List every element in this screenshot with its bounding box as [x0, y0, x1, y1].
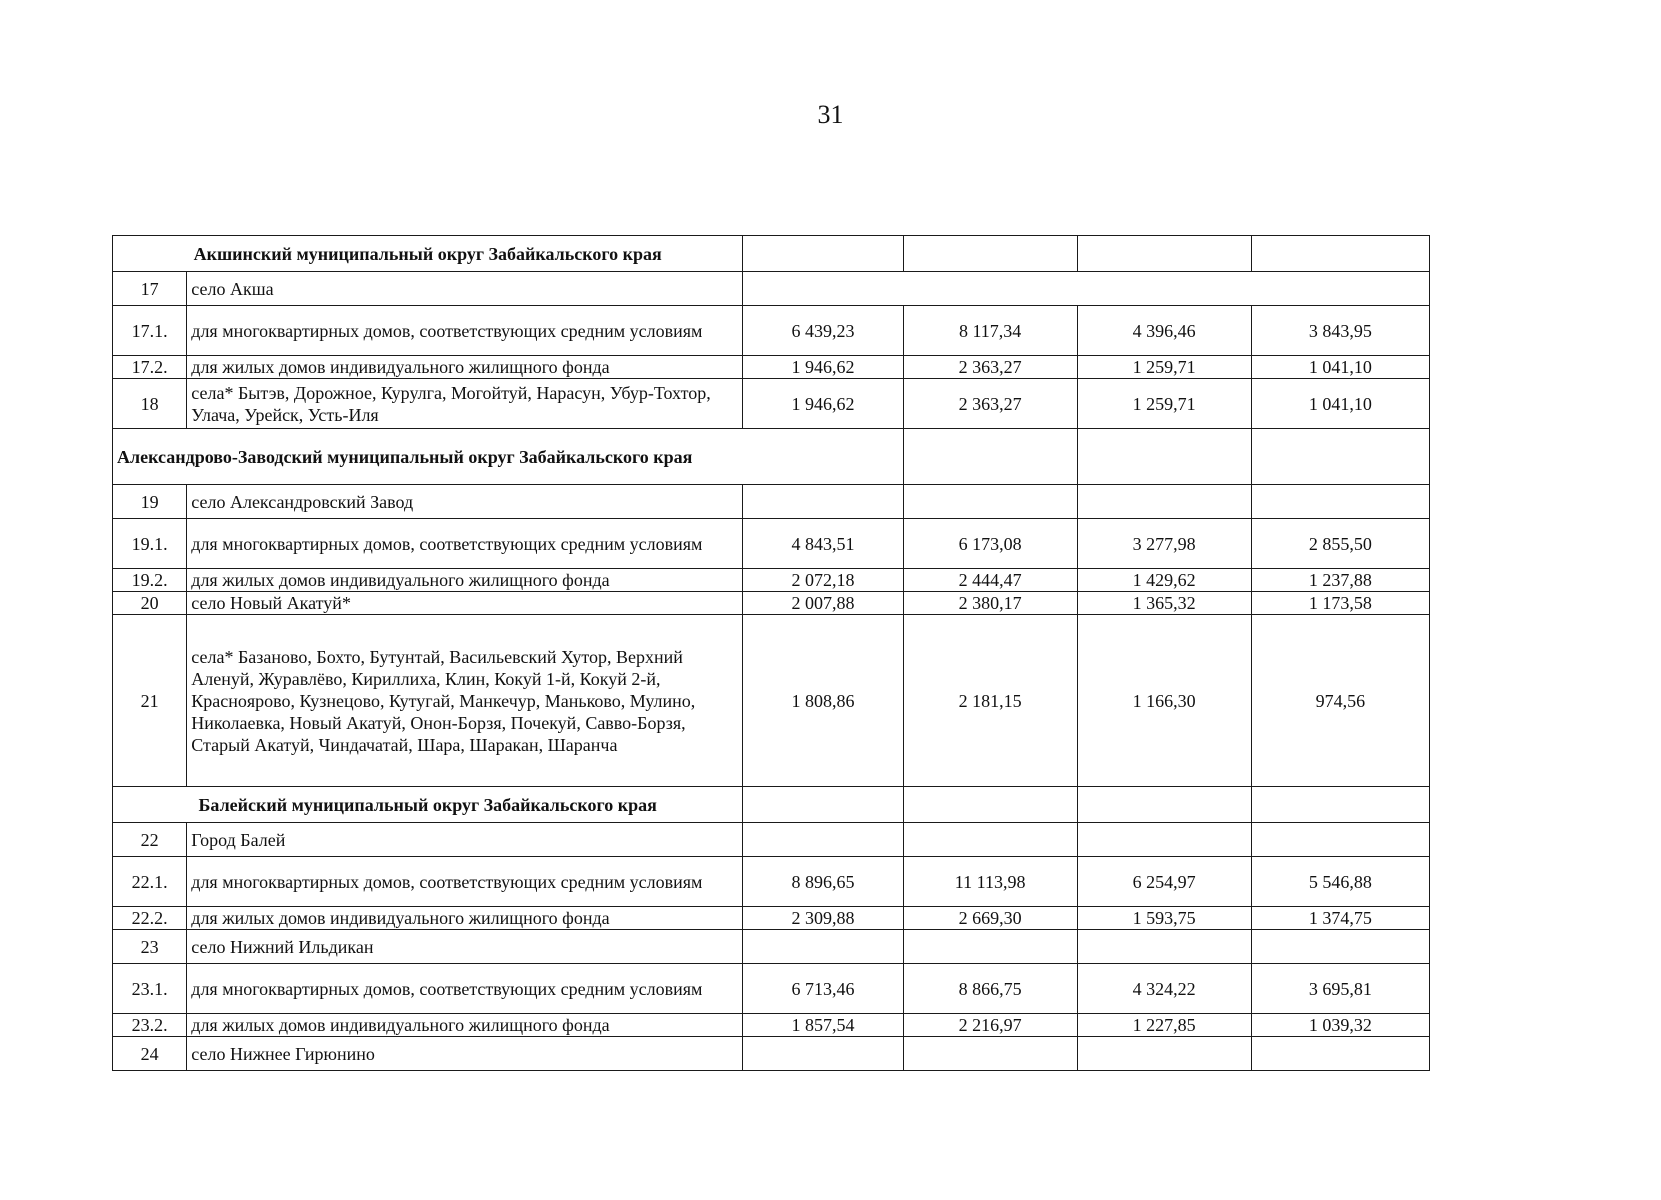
empty-cell [1251, 429, 1429, 485]
row-number: 19.2. [113, 569, 187, 592]
table-row [113, 569, 1430, 592]
value-cell: 1 365,32 [1077, 592, 1251, 615]
empty-cell [1077, 485, 1251, 519]
row-name: Город Балей [187, 823, 743, 857]
table-row [113, 823, 1430, 857]
value-cell: 4 843,51 [743, 519, 903, 569]
table-row [113, 964, 1430, 1014]
table-row [113, 379, 1430, 429]
empty-cell [743, 485, 903, 519]
row-number: 24 [113, 1037, 187, 1071]
empty-cell [1251, 787, 1429, 823]
value-cell: 2 007,88 [743, 592, 903, 615]
value-cell: 1 429,62 [1077, 569, 1251, 592]
row-name: село Новый Акатуй* [187, 592, 743, 615]
value-cell: 1 259,71 [1077, 356, 1251, 379]
value-cell: 8 866,75 [903, 964, 1077, 1014]
table-row [113, 306, 1430, 356]
row-number: 22.1. [113, 857, 187, 907]
empty-cell [743, 1037, 903, 1071]
empty-cell [1251, 823, 1429, 857]
table-row [113, 857, 1430, 907]
empty-cell [903, 930, 1077, 964]
value-cell: 2 216,97 [903, 1014, 1077, 1037]
empty-cell [1077, 823, 1251, 857]
value-cell: 2 363,27 [903, 356, 1077, 379]
value-cell: 2 072,18 [743, 569, 903, 592]
table-row [113, 930, 1430, 964]
row-number: 23 [113, 930, 187, 964]
value-cell: 1 946,62 [743, 356, 903, 379]
row-number: 17.2. [113, 356, 187, 379]
empty-cell [743, 236, 903, 272]
empty-cell [743, 272, 1430, 306]
value-cell: 8 117,34 [903, 306, 1077, 356]
empty-cell [903, 485, 1077, 519]
row-number: 22.2. [113, 907, 187, 930]
empty-cell [1077, 236, 1251, 272]
row-name: для многоквартирных домов, соответствующих средним условиям [187, 964, 743, 1014]
empty-cell [1077, 787, 1251, 823]
row-number: 23.2. [113, 1014, 187, 1037]
value-cell: 3 277,98 [1077, 519, 1251, 569]
value-cell: 1 593,75 [1077, 907, 1251, 930]
value-cell: 1 237,88 [1251, 569, 1429, 592]
empty-cell [1077, 930, 1251, 964]
row-name: село Александровский Завод [187, 485, 743, 519]
table-row [113, 615, 1430, 787]
district-header-row [113, 787, 1430, 823]
value-cell: 8 896,65 [743, 857, 903, 907]
value-cell: 6 254,97 [1077, 857, 1251, 907]
empty-cell [903, 823, 1077, 857]
district-title: Акшинский муниципальный округ Забайкальского края [113, 236, 743, 272]
value-cell: 6 713,46 [743, 964, 903, 1014]
empty-cell [1251, 485, 1429, 519]
empty-cell [1251, 236, 1429, 272]
row-name: села* Базаново, Бохто, Бутунтай, Васильевский Хутор, Верхний Аленуй, Журавлёво, Кириллиха, Клин, Кокуй 1-й, Кокуй 2-й, Краснoярово, Кузнецово, Кутугай, Манкечур, Маньково, Мулино, Николаевка, Новый Акатуй, Онон-Борзя, Почекуй, Савво-Борзя, Старый Акатуй, Чиндачатай, Шара, Шаракан, Шаранча [187, 615, 743, 787]
row-number: 19 [113, 485, 187, 519]
value-cell: 1 259,71 [1077, 379, 1251, 429]
value-cell: 1 946,62 [743, 379, 903, 429]
table-row [113, 907, 1430, 930]
empty-cell [903, 1037, 1077, 1071]
row-name: для жилых домов индивидуального жилищного фонда [187, 907, 743, 930]
value-cell: 2 380,17 [903, 592, 1077, 615]
empty-cell [903, 429, 1077, 485]
row-name: села* Бытэв, Дорожное, Курулга, Могойтуй, Нарасун, Убур-Тохтор, Улача, Урейск, Усть-Иля [187, 379, 743, 429]
row-name: для жилых домов индивидуального жилищного фонда [187, 356, 743, 379]
empty-cell [1077, 429, 1251, 485]
empty-cell [1251, 930, 1429, 964]
table-row [113, 356, 1430, 379]
table-row [113, 272, 1430, 306]
district-header-row [113, 429, 1430, 485]
value-cell: 2 309,88 [743, 907, 903, 930]
row-name: для многоквартирных домов, соответствующих средним условиям [187, 857, 743, 907]
row-number: 22 [113, 823, 187, 857]
value-cell: 2 669,30 [903, 907, 1077, 930]
row-number: 18 [113, 379, 187, 429]
value-cell: 2 444,47 [903, 569, 1077, 592]
value-cell: 1 166,30 [1077, 615, 1251, 787]
value-cell: 1 374,75 [1251, 907, 1429, 930]
district-title: Александрово-Заводский муниципальный округ Забайкальского края [113, 429, 904, 485]
table-row [113, 519, 1430, 569]
row-name: для жилых домов индивидуального жилищного фонда [187, 1014, 743, 1037]
row-name: село Нижний Ильдикан [187, 930, 743, 964]
tariff-table [112, 235, 1430, 1071]
row-number: 21 [113, 615, 187, 787]
table-row [113, 592, 1430, 615]
value-cell: 4 324,22 [1077, 964, 1251, 1014]
value-cell: 6 173,08 [903, 519, 1077, 569]
value-cell: 1 173,58 [1251, 592, 1429, 615]
row-number: 23.1. [113, 964, 187, 1014]
district-header-row [113, 236, 1430, 272]
value-cell: 2 363,27 [903, 379, 1077, 429]
row-name: для жилых домов индивидуального жилищного фонда [187, 569, 743, 592]
empty-cell [903, 236, 1077, 272]
value-cell: 1 039,32 [1251, 1014, 1429, 1037]
value-cell: 3 695,81 [1251, 964, 1429, 1014]
value-cell: 3 843,95 [1251, 306, 1429, 356]
row-number: 17 [113, 272, 187, 306]
value-cell: 2 855,50 [1251, 519, 1429, 569]
value-cell: 5 546,88 [1251, 857, 1429, 907]
row-name: село Акша [187, 272, 743, 306]
row-number: 20 [113, 592, 187, 615]
value-cell: 1 041,10 [1251, 379, 1429, 429]
empty-cell [743, 787, 903, 823]
row-name: село Нижнее Гирюнино [187, 1037, 743, 1071]
value-cell: 1 808,86 [743, 615, 903, 787]
value-cell: 2 181,15 [903, 615, 1077, 787]
value-cell: 4 396,46 [1077, 306, 1251, 356]
value-cell: 1 041,10 [1251, 356, 1429, 379]
empty-cell [1077, 1037, 1251, 1071]
row-name: для многоквартирных домов, соответствующих средним условиям [187, 519, 743, 569]
row-number: 17.1. [113, 306, 187, 356]
empty-cell [743, 930, 903, 964]
value-cell: 6 439,23 [743, 306, 903, 356]
value-cell: 974,56 [1251, 615, 1429, 787]
table-row [113, 1014, 1430, 1037]
value-cell: 11 113,98 [903, 857, 1077, 907]
table-row [113, 1037, 1430, 1071]
value-cell: 1 227,85 [1077, 1014, 1251, 1037]
row-name: для многоквартирных домов, соответствующих средним условиям [187, 306, 743, 356]
value-cell: 1 857,54 [743, 1014, 903, 1037]
empty-cell [1251, 1037, 1429, 1071]
empty-cell [743, 823, 903, 857]
row-number: 19.1. [113, 519, 187, 569]
district-title: Балейский муниципальный округ Забайкальского края [113, 787, 743, 823]
page-number: 31 [817, 100, 844, 129]
empty-cell [903, 787, 1077, 823]
table-row [113, 485, 1430, 519]
